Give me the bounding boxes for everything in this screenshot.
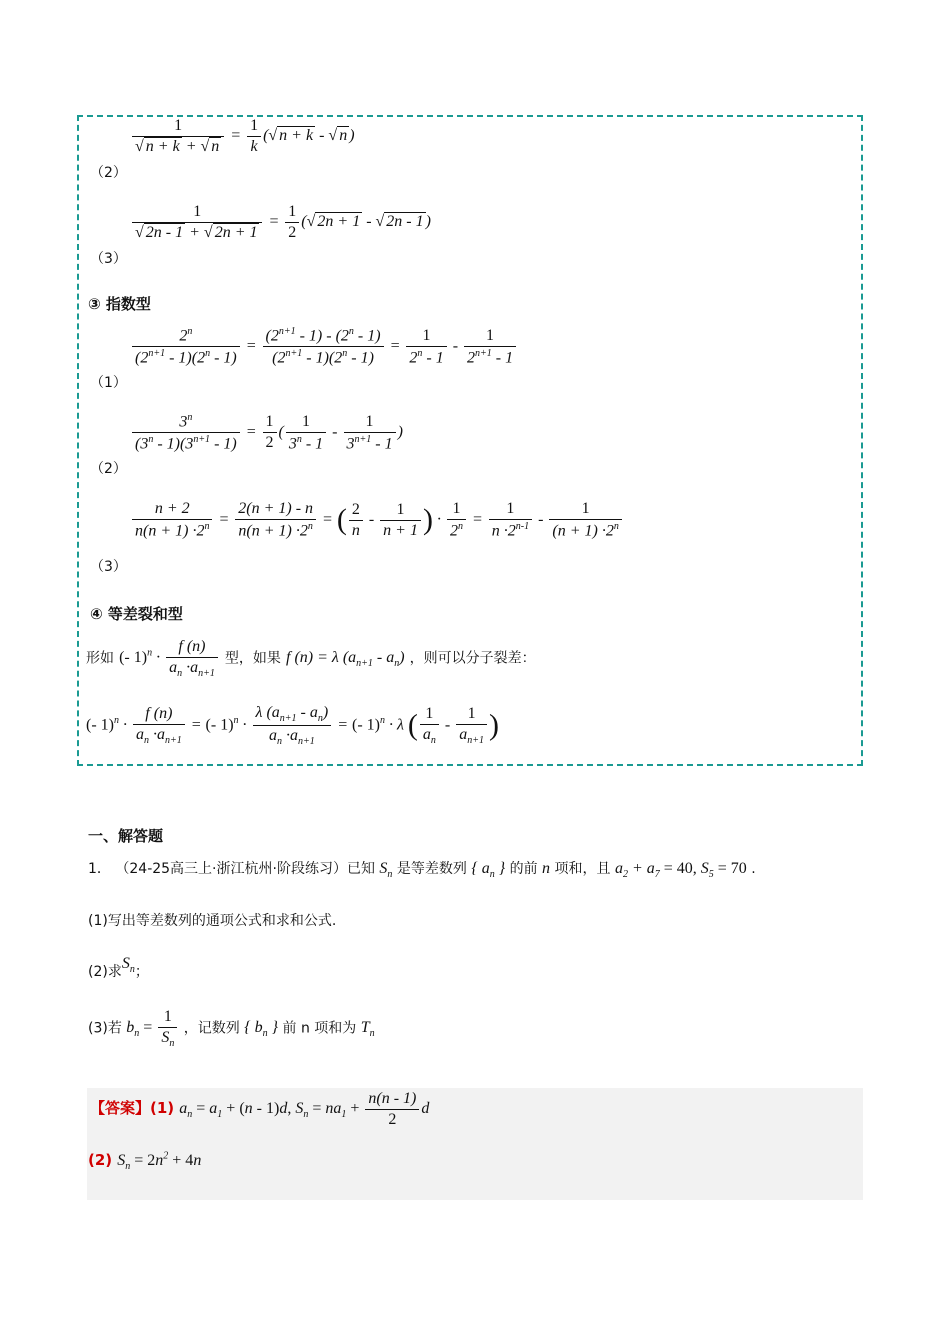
item-label: （2）: [90, 461, 127, 477]
answer-part-1: 【答案】(1) $a_n = a_1 + (n - 1)d$, $S_n = na_1$ + $\frac{n(n - 1)}{2}$ d: [90, 1090, 430, 1128]
desc-text: ，则可以分子裂差：: [409, 650, 536, 667]
arith-type-heading: ④ 等差裂和型: [90, 605, 183, 623]
formula-root-3: $\frac{1}{√ 2n - 1 + √ 2n + 1}$ = $\frac{1}{2}$ (√ 2n + 1 - √ 2n - 1 ): [130, 203, 431, 242]
formula-form: (- 1)$^n$ · $\frac{f (n)}{a_n \cdot a_{n+1}}$: [119, 649, 220, 666]
item-label: （1）: [90, 375, 127, 391]
item-label: （3）: [90, 559, 127, 575]
question-number: 1．: [88, 861, 111, 877]
formula-exp-1: $\frac{2^n}{(2^{n+1} - 1)(2^n - 1)}$ = $\frac{(2^{n+1} - 1) - (2^n - 1)}{(2^{n+1} - 1)(2^n - 1)}$ = $\frac{1}{2^n - 1}$ - $\frac{1}{2^{n+1} - 1}$: [130, 326, 518, 368]
formula-arith-split: (- 1)$^n$ · $\frac{f (n)}{a_n \cdot a_{n+1}}$ = (- 1)$^n$ · $\frac{\lambda (a_{n+1} - a_n)}{a_n \cdot a_{n+1}}$ = (- 1)$^n$ · λ ( $\frac{1}{a_n}$ - $\frac{1}{a_{n+1}}$ ): [86, 704, 499, 748]
question-part-2: (2)求$S_n$；: [88, 955, 149, 980]
formula-condition: f (n) = λ $(a_{n+1} - a_n)$: [286, 649, 405, 670]
formula-root-2: $\frac{1}{√ n + k + √ n}$ = $\frac{1}{k}$ (√ n + k - √ n ): [130, 117, 355, 156]
formula-exp-3: $\frac{n + 2}{n(n + 1) \cdot 2^n}$ = $\frac{2(n + 1) - n}{n(n + 1) \cdot 2^n}$ = ( $\frac{2}{n}$ - $\frac{1}{n + 1}$ ) · $\frac{1}{2^n}$ = $\frac{1}{n \cdot 2^{n-1}}$ - $\frac{1}{(n + 1) \cdot 2^n}$: [130, 500, 624, 540]
item-label: （3）: [90, 251, 127, 267]
formula-exp-2: $\frac{3^n}{(3^n - 1)(3^{n+1} - 1)}$ = $\frac{1}{2}$ ( $\frac{1}{3^n - 1}$ - $\frac{1}{3^{n+1} - 1}$ ): [130, 412, 403, 454]
answer-tag: 【答案】: [90, 1099, 151, 1118]
exp-type-heading: ③ 指数型: [88, 295, 151, 313]
question-1-stem: 1． （24-25高三上·浙江杭州·阶段练习）已知 $S_n$ 是等差数列 { $a_n$ } 的前 n 项和，且 $a_2 + a_7 = 40$, $S_5 = 70$ .: [88, 860, 756, 881]
question-part-1: (1)写出等差数列的通项公式和求和公式.: [88, 913, 337, 929]
desc-text: 形如: [86, 650, 114, 667]
item-label: （2）: [90, 165, 127, 181]
question-source: （24-25高三上·浙江杭州·阶段练习）已知: [115, 861, 375, 877]
question-part-3: (3)若 $b_n$ = $\frac{1}{S_n}$ ，记数列 { $b_n$ } 前 n 项和为 $T_n$: [88, 1008, 375, 1050]
desc-text: 型，如果: [224, 650, 281, 667]
answer-part-2: (2) $S_n = 2n^2 + 4n$: [88, 1150, 202, 1173]
arith-type-description: [86, 638, 536, 679]
section-title: 一、解答题: [88, 827, 164, 845]
